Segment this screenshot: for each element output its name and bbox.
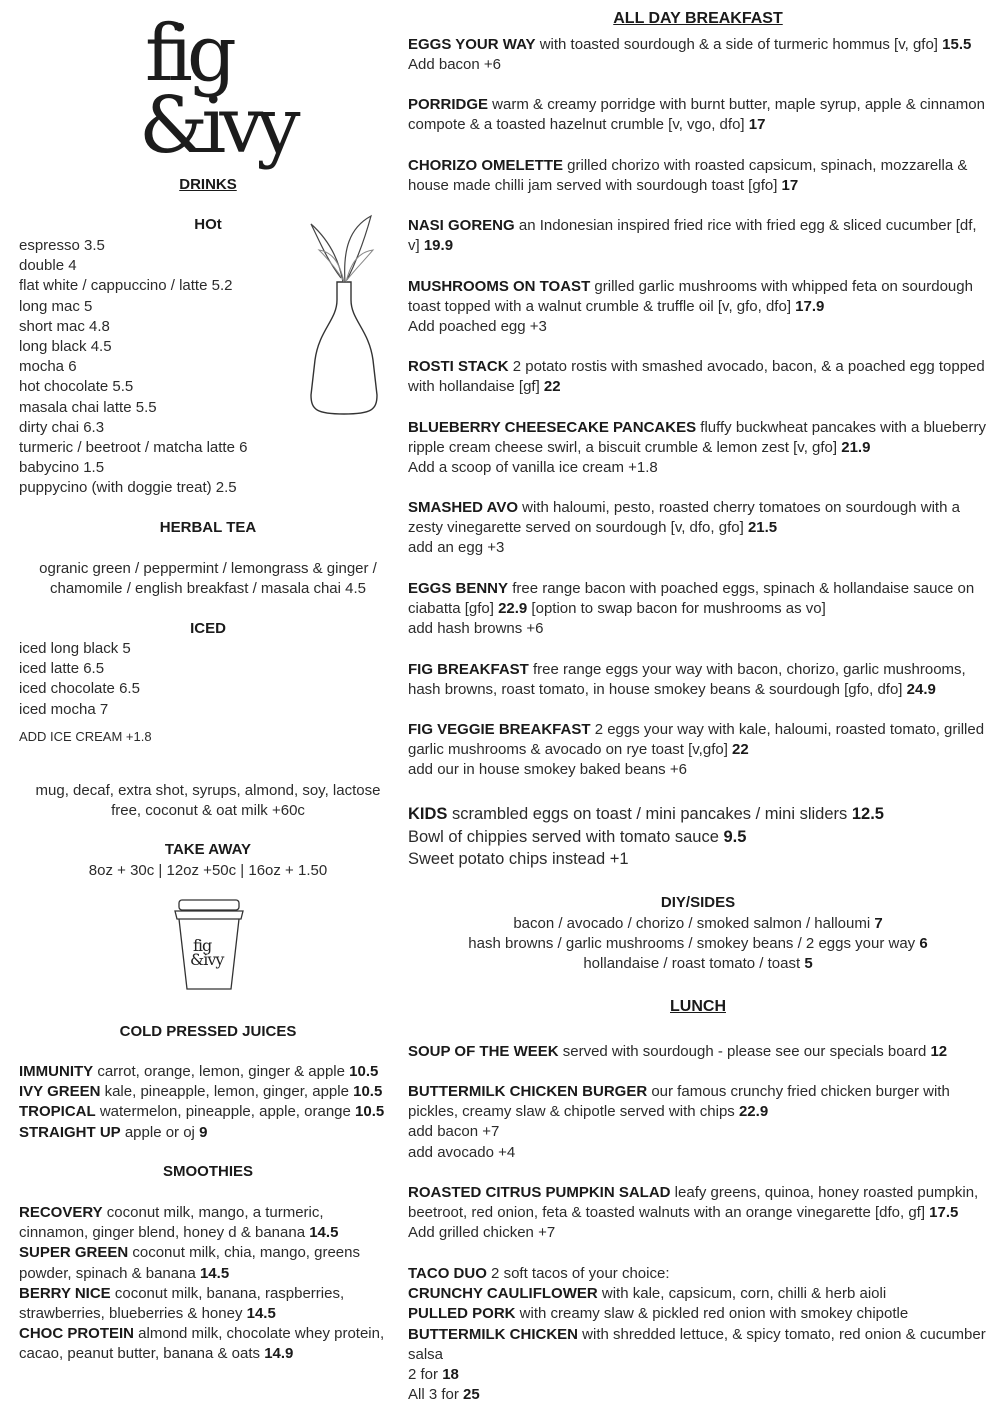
logo-line-1: fig	[145, 9, 231, 99]
menu-item-fig-veggie-breakfast: FIG VEGGIE BREAKFAST 2 eggs your way with kale, haloumi, roasted tomato, grilled garlic mushrooms & avocado on rye toast [v,gfo] 22 add our in house smokey baked beans +6	[408, 721, 985, 779]
drinks-heading: DRINKS	[179, 176, 237, 193]
list-item: puppycino (with doggie treat) 2.5	[19, 479, 237, 497]
list-item: IMMUNITY carrot, orange, lemon, ginger & apple 10.5	[19, 1063, 379, 1080]
list-item: bacon / avocado / chorizo / smoked salmon / halloumi 7	[513, 915, 883, 932]
menu-item-eggs-benny: EGGS BENNY free range bacon with poached eggs, spinach & hollandaise sauce on ciabatta [gfo] 22.9 [option to swap bacon for mushrooms as vo] add hash browns +6	[408, 580, 975, 638]
list-item: hash browns / garlic mushrooms / smokey beans / 2 eggs your way 6	[468, 935, 928, 953]
list-item: masala chai latte 5.5	[19, 398, 157, 416]
smoothies-heading: SMOOTHIES	[162, 1163, 253, 1180]
list-item: BERRY NICE coconut milk, banana, raspberries, strawberries, blueberries & honey 14.5	[19, 1284, 345, 1323]
menu-item-smashed-avo: SMASHED AVO with haloumi, pesto, roasted cherry tomatoes on sourdough with a zesty vinegarette served on sourdough [v, dfo, gfo] 21.5 add an egg +3	[408, 499, 960, 557]
list-item: mocha 6	[19, 358, 77, 376]
list-item: babycino 1.5	[19, 459, 105, 477]
menu-item-fig-breakfast: FIG BREAKFAST free range eggs your way with bacon, chorizo, garlic mushrooms, hash browns, roast tomato, in house smokey beans & sourdough [gfo, dfo] 24.9	[408, 661, 966, 699]
cup-logo-line-1: fig	[193, 936, 212, 955]
list-item: espresso 3.5	[19, 237, 105, 254]
logo-line-2: &ivy	[139, 81, 294, 171]
list-item: RECOVERY coconut milk, mango, a turmeric, cinnamon, ginger blend, honey d & banana 14.5	[19, 1204, 339, 1242]
list-item: long mac 5	[19, 297, 93, 315]
list-item: STRAIGHT UP apple or oj 9	[19, 1123, 208, 1141]
list-item: CHOC PROTEIN almond milk, chocolate whey protein, cacao, peanut butter, banana & oats 14.9	[19, 1325, 385, 1363]
menu-item-mushrooms-on-toast: MUSHROOMS ON TOAST grilled garlic mushrooms with whipped feta on sourdough toast topped with a walnut crumble & truffle oil [v, gfo, dfo] 17.9 Add poached egg +3	[408, 278, 973, 336]
vase-illustration	[299, 210, 389, 420]
menu-item-pumpkin-salad: ROASTED CITRUS PUMPKIN SALAD leafy greens, quinoa, honey roasted pumpkin, beetroot, red onion, feta & toasted walnuts with an orange vinegarette [dfo, gf] 17.5 Add grilled chicken +7	[408, 1184, 979, 1242]
extras-text: mug, decaf, extra shot, syrups, almond, soy, lactose free, coconut & oat milk +60c	[35, 782, 381, 820]
ice-cream-addon: ADD ICE CREAM +1.8	[19, 729, 152, 744]
coffee-cup-illustration	[169, 895, 249, 995]
menu-item-porridge: PORRIDGE warm & creamy porridge with burnt butter, maple syrup, apple & cinnamon compote & a toasted hazelnut crumble [v, vgo, dfo] 17	[408, 96, 985, 134]
menu-item-taco-duo: TACO DUO 2 soft tacos of your choice: CRUNCHY CAULIFLOWER with kale, capsicum, corn, chilli & herb aioli PULLED PORK with creamy slaw & pickled red onion with smokey chipotle BUTTERMILK CHICKEN with shredded lettuce, & spicy tomato, red onion & cucumber salsa 2 for 18 All 3 for 25	[408, 1265, 986, 1404]
drinks-column	[19, 0, 397, 1413]
list-item: TROPICAL watermelon, pineapple, apple, orange 10.5	[19, 1103, 385, 1121]
menu-item-eggs-your-way: EGGS YOUR WAY with toasted sourdough & a side of turmeric hommus [v, gfo] 15.5 Add bacon +6	[408, 36, 972, 74]
juices-heading: COLD PRESSED JUICES	[119, 1023, 297, 1040]
menu-item-chorizo-omelette: CHORIZO OMELETTE grilled chorizo with roasted capsicum, spinach, mozzarella & house made chilli jam served with sourdough toast [gfo] 17	[408, 157, 968, 195]
lunch-heading: LUNCH	[670, 998, 726, 1015]
list-item: iced long black 5	[19, 640, 131, 657]
list-item: flat white / cappuccino / latte 5.2	[19, 277, 233, 295]
iced-drinks-list	[19, 639, 319, 720]
list-item: iced latte 6.5	[19, 660, 105, 678]
list-item: long black 4.5	[19, 338, 112, 356]
food-column	[408, 0, 988, 1413]
juices-list	[19, 1062, 397, 1143]
list-item: SUPER GREEN coconut milk, chia, mango, greens powder, spinach & banana 14.5	[19, 1244, 360, 1282]
menu-item-kids: KIDS scrambled eggs on toast / mini pancakes / mini sliders 12.5 Bowl of chippies served with tomato sauce 9.5 Sweet potato chips instead +1	[408, 805, 884, 869]
take-away-heading: TAKE AWAY	[164, 841, 252, 858]
sides-list	[408, 914, 988, 975]
cup-logo-line-2: &ivy	[190, 950, 224, 969]
list-item: iced mocha 7	[19, 700, 109, 718]
list-item: short mac 4.8	[19, 317, 110, 335]
herbal-tea-text: ogranic green / peppermint / lemongrass & ginger / chamomile / english breakfast / masala chai 4.5	[39, 560, 377, 598]
breakfast-heading: ALL DAY BREAKFAST	[613, 10, 783, 27]
list-item: iced chocolate 6.5	[19, 680, 140, 698]
hot-heading: HOt	[194, 216, 222, 233]
menu-item-rosti-stack: ROSTI STACK 2 potato rostis with smashed avocado, bacon, & a poached egg topped with hollandaise [gf] 22	[408, 358, 985, 396]
take-away-text: 8oz + 30c | 12oz +50c | 16oz + 1.50	[88, 862, 328, 879]
iced-heading: ICED	[190, 620, 226, 637]
menu-item-soup: SOUP OF THE WEEK served with sourdough - please see our specials board 12	[408, 1043, 948, 1060]
list-item: hollandaise / roast tomato / toast 5	[583, 955, 813, 973]
menu-item-nasi-goreng: NASI GORENG an Indonesian inspired fried rice with fried egg & sliced cucumber [df, v] 19.9	[408, 217, 977, 255]
list-item: hot chocolate 5.5	[19, 378, 134, 396]
smoothies-list	[19, 1203, 394, 1365]
menu-item-chicken-burger: BUTTERMILK CHICKEN BURGER our famous crunchy fried chicken burger with pickles, creamy slaw & chipotle served with chips 22.9 add bacon +7 add avocado +4	[408, 1083, 950, 1161]
logo	[137, 9, 327, 188]
menu-item-blueberry-pancakes: BLUEBERRY CHEESECAKE PANCAKES fluffy buckwheat pancakes with a blueberry ripple cream cheese swirl, a biscuit crumble & lemon zest [v, gfo] 21.9 Add a scoop of vanilla ice cream +1.8	[408, 419, 986, 477]
list-item: dirty chai 6.3	[19, 418, 105, 436]
herbal-tea-heading: HERBAL TEA	[159, 519, 257, 536]
list-item: double 4	[19, 257, 77, 275]
list-item: turmeric / beetroot / matcha latte 6	[19, 439, 248, 457]
sides-heading: DIY/SIDES	[660, 894, 736, 911]
list-item: IVY GREEN kale, pineapple, lemon, ginger, apple 10.5	[19, 1083, 383, 1101]
hot-drinks-list	[19, 236, 309, 499]
